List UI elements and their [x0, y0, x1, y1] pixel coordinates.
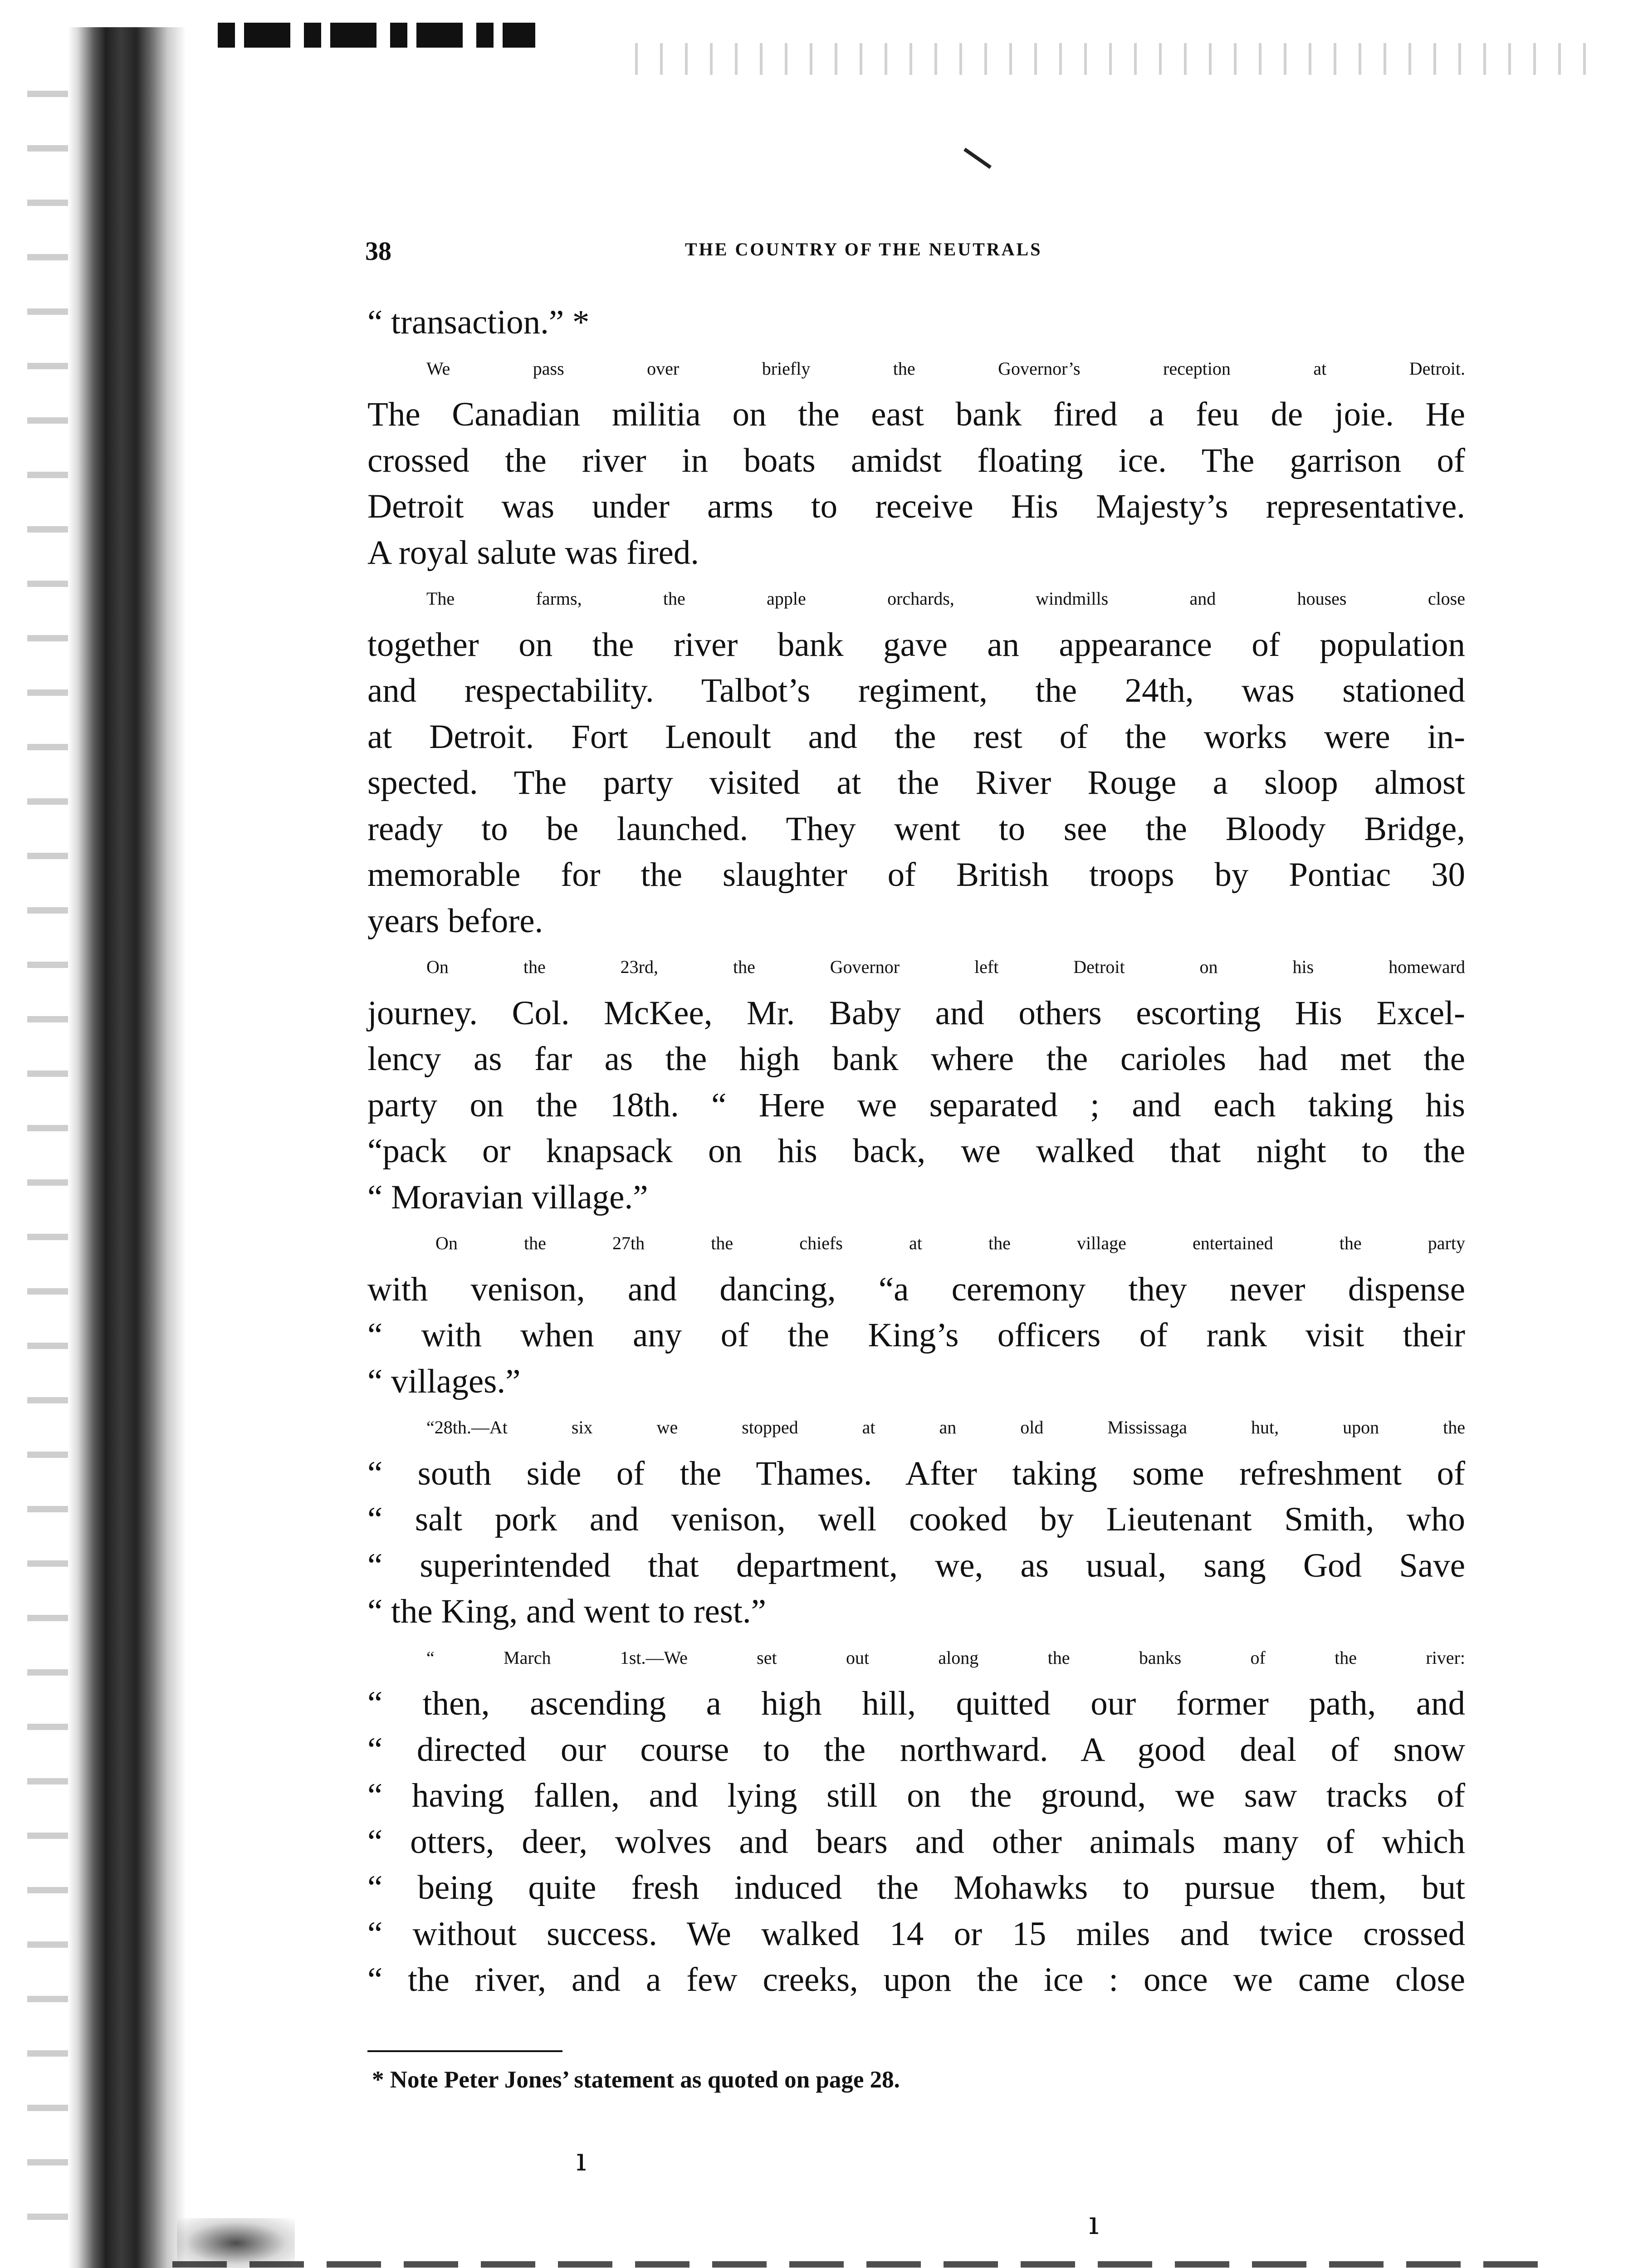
body-text — [367, 299, 1465, 2003]
text-line: On the 23rd, the Governor left Detroit on his homeward — [426, 957, 1465, 977]
text-line: “ the King, and went to rest.” — [367, 1593, 766, 1630]
running-title: THE COUNTRY OF THE NEUTRALS — [685, 239, 1042, 259]
scan-stray-mark — [963, 148, 992, 169]
text-line: “pack or knapsack on his back, we walked that night to the — [367, 1132, 1465, 1170]
text-line: “ otters, deer, wolves and bears and other animals many of which — [367, 1823, 1465, 1861]
text-line: years before. — [367, 902, 543, 940]
text-line: On the 27th the chiefs at the village entertained the party — [435, 1233, 1465, 1253]
text-line: crossed the river in boats amidst floating ice. The garrison of — [367, 441, 1465, 479]
text-line: lency as far as the high bank where the carioles had met the — [367, 1040, 1465, 1078]
text-line: and respectability. Talbot’s regiment, the 24th, was stationed — [367, 672, 1465, 709]
page-number: 38 — [365, 236, 391, 266]
running-head — [365, 236, 1477, 268]
text-line: at Detroit. Fort Lenoult and the rest of the works were in- — [367, 718, 1465, 756]
text-line: “ being quite fresh induced the Mohawks to pursue them, but — [367, 1869, 1465, 1906]
scan-speckle — [27, 91, 68, 2268]
text-line: “ March 1st.—We set out along the banks of the river: — [426, 1647, 1465, 1668]
text-line: Detroit was under arms to receive His Majesty’s representative. — [367, 488, 1465, 525]
text-line: “ having fallen, and lying still on the ground, we saw tracks of — [367, 1777, 1465, 1814]
text-line: memorable for the slaughter of British troops by Pontiac 30 — [367, 856, 1465, 894]
text-line: “ superintended that department, we, as usual, sang God Save — [367, 1546, 1465, 1584]
scan-bottom-smudge — [177, 2218, 295, 2268]
text-line: We pass over briefly the Governor’s reception at Detroit. — [426, 358, 1465, 379]
text-line: A royal salute was fired. — [367, 533, 699, 572]
scan-ink-mark: ı — [1089, 2204, 1099, 2242]
book-binding-shadow — [68, 27, 186, 2268]
text-line: together on the river bank gave an appearance of population — [367, 626, 1465, 664]
scan-top-marks — [218, 23, 535, 48]
text-line: ready to be launched. They went to see the Bloody Bridge, — [367, 810, 1465, 848]
text-line: “ Moravian village.” — [367, 1178, 648, 1216]
text-line: party on the 18th. “ Here we separated ; and each taking his — [367, 1086, 1465, 1124]
text-line: The farms, the apple orchards, windmills and houses close — [426, 588, 1465, 609]
text-line: “ the river, and a few creeks, upon the ice : once we came close — [367, 1961, 1465, 1999]
text-line: with venison, and dancing, “a ceremony they never dispense — [367, 1270, 1465, 1308]
text-line: journey. Col. McKee, Mr. Baby and others escorting His Excel- — [367, 994, 1465, 1032]
text-line: “ villages.” — [367, 1362, 521, 1400]
text-line: “ transaction.” * — [367, 303, 590, 341]
scan-top-noise — [635, 43, 1588, 75]
text-line: “ salt pork and venison, well cooked by Lieutenant Smith, who — [367, 1501, 1465, 1538]
text-line: “ south side of the Thames. After taking some refreshment of — [367, 1454, 1465, 1492]
text-line: “28th.—At six we stopped at an old Mississaga hut, upon the — [426, 1417, 1465, 1437]
text-line: “ without success. We walked 14 or 15 miles and twice crossed — [367, 1915, 1465, 1953]
footnote-rule — [367, 2050, 562, 2052]
text-line: “ with when any of the King’s officers of rank visit their — [367, 1316, 1465, 1354]
text-line: “ directed our course to the northward. A good deal of snow — [367, 1730, 1465, 1769]
text-line: spected. The party visited at the River Rouge a sloop almost — [367, 764, 1465, 802]
footnote: * Note Peter Jones’ statement as quoted on page 28. — [372, 2067, 900, 2093]
text-line: The Canadian militia on the east bank fired a feu de joie. He — [367, 396, 1465, 433]
scan-bottom-edge — [172, 2261, 1556, 2268]
scan-ink-mark: ı — [576, 2141, 587, 2178]
text-line: “ then, ascending a high hill, quitted our former path, and — [367, 1685, 1465, 1722]
